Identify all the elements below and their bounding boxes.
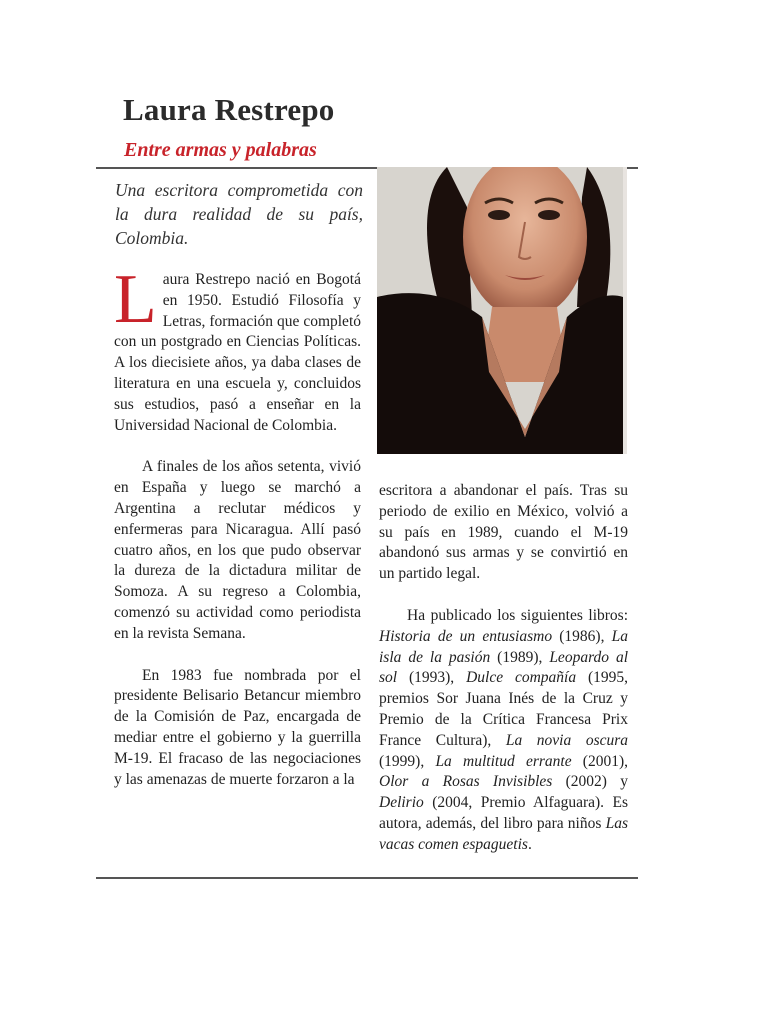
- book-title: Las vacas comen espaguetis: [379, 814, 628, 853]
- article-title: Laura Restrepo: [123, 92, 335, 127]
- paragraph-3-continued: escritora a abandonar el país. Tras su periodo de exilio en México, volvió a su país en 1989, cuando el M-19 abandonó sus armas y se convirtió en un partido legal.: [379, 482, 628, 583]
- book-note: (1995, premios Sor Juana Inés de la Cruz y Premio de la Crítica Francesa Prix France Cultura),: [379, 669, 629, 749]
- book-title: La novia oscura: [505, 731, 629, 749]
- book-note: (1989),: [490, 648, 550, 666]
- book-note: (1986),: [552, 627, 612, 645]
- book-title: Dulce compañía: [466, 669, 577, 687]
- book-title: La isla de la pasión: [379, 627, 628, 666]
- book-title: Leopardo al sol: [379, 648, 629, 687]
- book-title: Olor a Rosas Invisibles: [379, 773, 553, 791]
- book-title: La multitud errante: [435, 752, 572, 770]
- paragraph-1: [114, 261, 361, 436]
- paragraph-2: A finales de los años setenta, vivió en España y luego se marchó a Argentina a reclutar médicos y enfermeras para Nicaragua. Allí pasó cuatro años, en los que pudo observar la dureza de la dictadura militar de Somoza. A su regreso a Colombia, comenzó su actividad como periodista en la revista Semana.: [114, 458, 361, 642]
- works-intro: Ha publicado los siguientes libros:: [407, 606, 628, 624]
- drop-cap: L: [114, 261, 157, 338]
- book-note: (1999),: [379, 752, 436, 770]
- book-title: Historia de un entusiasmo: [379, 627, 553, 645]
- left-column: [114, 261, 361, 811]
- paragraph-4: [379, 606, 628, 856]
- article-subtitle: Entre armas y palabras: [124, 139, 317, 161]
- book-note: (2001),: [571, 752, 629, 770]
- paragraph-1-text: aura Restrepo nació en Bogotá en 1950. Estudió Filosofía y Letras, formación que completó con un postgrado en Ciencias Políticas. A los diecisiete años, ya daba clases de literatura en una escuela y, concluidos sus estudios, pasó a enseñar en la Universidad Nacional de Colombia.: [114, 271, 361, 434]
- photo-edge: [623, 167, 627, 454]
- book-note: .: [527, 835, 532, 853]
- book-note: (2004, Premio Alfaguara). Es autora, además, del libro para niños: [379, 794, 628, 832]
- right-column: [379, 481, 628, 877]
- bottom-rule: [96, 877, 638, 879]
- article-lead: Una escritora comprometida con la dura realidad de su país, Colombia.: [115, 180, 363, 248]
- paragraph-3: En 1983 fue nombrada por el presidente Belisario Betancur miembro de la Comisión de Paz, encargada de mediar entre el gobierno y la guerrilla M-19. El fracaso de las negociaciones y las amenazas de muerte forzaron a la: [114, 666, 361, 788]
- book-note: (1993),: [397, 669, 467, 687]
- book-note: (2002) y: [552, 773, 628, 791]
- book-title: Delirio: [379, 794, 424, 812]
- author-photo: [377, 167, 623, 454]
- works-list: [379, 628, 628, 853]
